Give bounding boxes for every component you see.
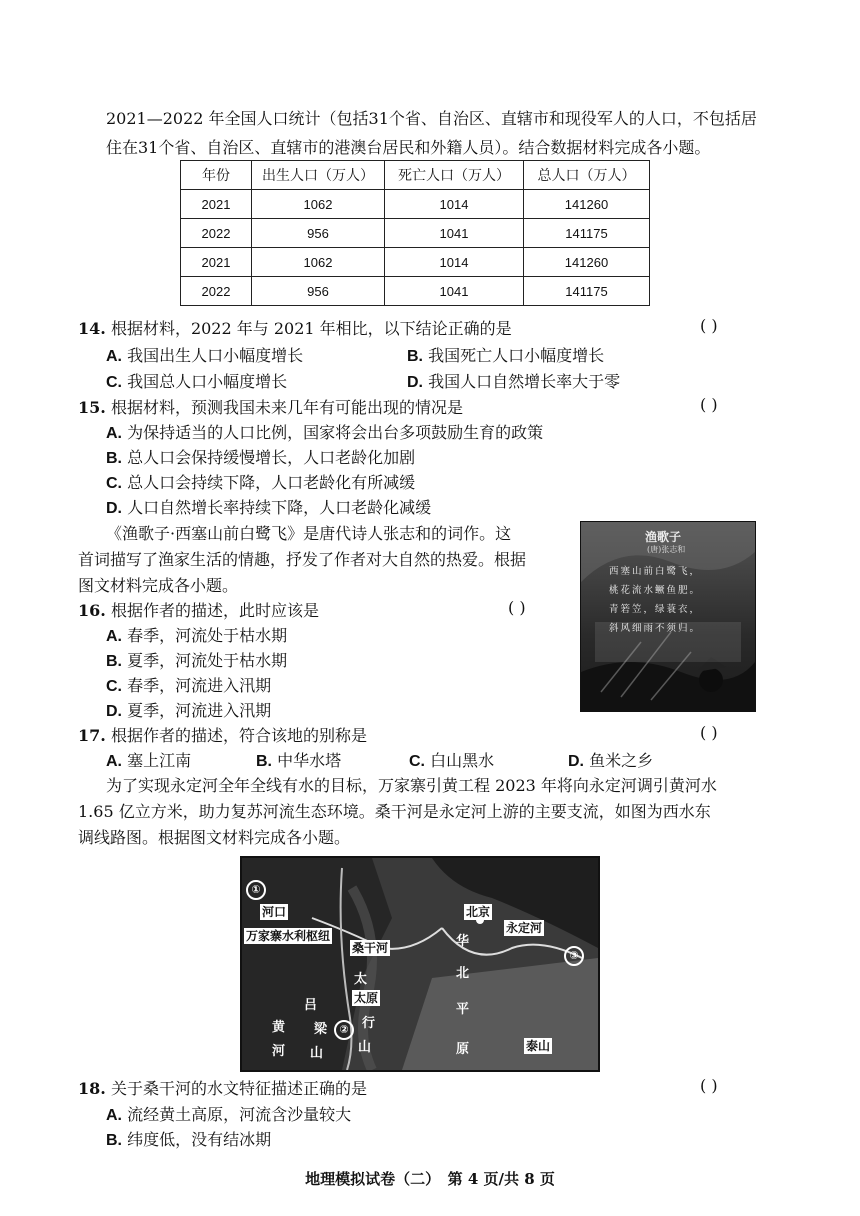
table-cell: 2021: [181, 248, 252, 277]
page-footer: 地理模拟试卷（二） 第 4 页/共 8 页: [305, 1170, 555, 1188]
table-row: [181, 277, 650, 306]
option-text: 鱼米之乡: [589, 751, 654, 770]
table-cell: 1041: [385, 277, 524, 306]
option-text: 人口自然增长率持续下降，人口老龄化减缓: [127, 498, 432, 517]
option-label: B.: [256, 753, 272, 770]
table-cell: 2022: [181, 277, 252, 306]
option-label: A.: [106, 628, 122, 645]
table-cell: 141175: [524, 277, 650, 306]
q14-option-b: [407, 343, 604, 366]
q18-option-a: [106, 1102, 351, 1125]
q15-answer-blank: ( ): [700, 395, 718, 414]
table-cell: 1041: [385, 219, 524, 248]
table-cell: 1014: [385, 190, 524, 219]
table-header-cell: 出生人口（万人）: [252, 161, 385, 190]
map-char: 华: [456, 934, 470, 949]
table-header-cell: 总人口（万人）: [524, 161, 650, 190]
map-label-sangganhe: 桑干河: [352, 941, 389, 955]
question-number: 16.: [78, 601, 106, 620]
question-stem: 关于桑干河的水文特征描述正确的是: [110, 1079, 367, 1098]
map-label-beijing: 北京: [466, 905, 491, 919]
question-number: 15.: [78, 398, 106, 417]
map-char: 太: [354, 972, 368, 987]
table-cell: 956: [252, 219, 385, 248]
poem-line: 西塞山前白鹭飞，: [609, 566, 702, 577]
q17-option-d: [568, 748, 653, 771]
option-label: C.: [106, 678, 122, 695]
map-label-hekou: 河口: [262, 905, 287, 919]
q15-option-b: [106, 445, 415, 468]
q14-answer-blank: ( ): [700, 316, 718, 335]
option-label: D.: [568, 753, 584, 770]
poem-card-text: [609, 562, 701, 638]
map-char: 原: [456, 1042, 470, 1057]
table-cell: 956: [252, 277, 385, 306]
table-cell: 1062: [252, 190, 385, 219]
question-stem: 根据材料，2022 年与 2021 年相比，以下结论正确的是: [110, 319, 512, 338]
map-marker-2: ②: [334, 1020, 354, 1040]
option-label: C.: [106, 475, 122, 492]
q18-answer-blank: ( ): [700, 1076, 718, 1095]
q16-option-b: [106, 648, 287, 671]
q15-option-a: [106, 420, 543, 443]
q14-option-d: [407, 369, 620, 392]
q16-option-d: [106, 698, 271, 721]
poem-line: 斜风细雨不须归。: [609, 623, 702, 634]
intro-population-text: 2021—2022 年全国人口统计（包括31个省、自治区、直辖市和现役军人的人口，不包括居住在31个省、自治区、直辖市的港澳台居民和外籍人员）。结合数据材料完成各小题。: [106, 109, 757, 157]
question-number: 17.: [78, 726, 106, 745]
q17-answer-blank: ( ): [700, 723, 718, 742]
table-cell: 1062: [252, 248, 385, 277]
question-stem: 根据作者的描述，此时应该是: [110, 601, 319, 620]
map-label-taiyuan: 太原: [354, 991, 379, 1005]
option-text: 春季，河流进入汛期: [127, 676, 272, 695]
option-label: D.: [407, 374, 423, 391]
map-char: 山: [358, 1040, 372, 1055]
q15-stem: [78, 395, 463, 418]
option-label: A.: [106, 425, 122, 442]
option-text: 夏季，河流进入汛期: [127, 701, 272, 720]
q17-option-b: [256, 748, 341, 771]
poem-line: 桃花流水鳜鱼肥。: [609, 585, 702, 596]
option-text: 塞上江南: [127, 751, 192, 770]
option-label: B.: [106, 653, 122, 670]
q17-option-a: [106, 748, 191, 771]
map-char: 山: [310, 1046, 324, 1061]
option-label: D.: [106, 703, 122, 720]
q16-option-c: [106, 673, 271, 696]
option-text: 总人口会保持缓慢增长，人口老龄化加剧: [127, 448, 416, 467]
option-text: 我国死亡人口小幅度增长: [428, 346, 605, 365]
table-header-cell: 死亡人口（万人）: [385, 161, 524, 190]
option-text: 为保持适当的人口比例，国家将会出台多项鼓励生育的政策: [127, 423, 544, 442]
option-text: 总人口会持续下降，人口老龄化有所减缓: [127, 473, 416, 492]
q14-option-c: [106, 369, 287, 392]
table-row: [181, 248, 650, 277]
q16-answer-blank: ( ): [508, 598, 526, 617]
option-label: C.: [409, 753, 425, 770]
table-cell: 141260: [524, 190, 650, 219]
option-text: 纬度低，没有结冰期: [127, 1130, 272, 1149]
q16-stem: [78, 598, 319, 621]
option-label: C.: [106, 374, 122, 391]
q15-option-d: [106, 495, 431, 518]
option-label: B.: [407, 348, 423, 365]
map-marker-1: ①: [246, 880, 266, 900]
q18-stem: [78, 1076, 367, 1099]
option-label: D.: [106, 500, 122, 517]
map-char: 梁: [314, 1022, 328, 1037]
option-label: B.: [106, 450, 122, 467]
river-intro-line-2: 1.65 亿立方米，助力复苏河流生态环境。桑干河是永定河上游的主要支流，如图为西水东: [78, 802, 711, 821]
table-cell: 1014: [385, 248, 524, 277]
map-char: 黄: [272, 1020, 286, 1035]
option-label: A.: [106, 753, 122, 770]
table-cell: 141260: [524, 248, 650, 277]
map-char: 北: [456, 966, 470, 981]
q18-option-b: [106, 1127, 271, 1150]
option-text: 白山黑水: [430, 751, 495, 770]
question-number: 14.: [78, 319, 106, 338]
option-label: A.: [106, 1107, 122, 1124]
q14-stem: [78, 316, 512, 339]
question-number: 18.: [78, 1079, 106, 1098]
q14-option-a: [106, 343, 303, 366]
water-diversion-map: [240, 856, 600, 1072]
q17-stem: [78, 723, 367, 746]
option-label: B.: [106, 1132, 122, 1149]
map-label-wanjiazhai: 万家寨水利枢纽: [246, 929, 331, 943]
q15-option-c: [106, 470, 415, 493]
question-stem: 根据作者的描述，符合该地的别称是: [110, 726, 367, 745]
map-char: 吕: [304, 998, 318, 1013]
poem-card-image: [580, 521, 756, 712]
option-text: 我国出生人口小幅度增长: [127, 346, 304, 365]
map-label-yongdinghe: 永定河: [506, 921, 543, 935]
river-intro-line-3: 调线路图。根据图文材料完成各小题。: [78, 828, 351, 847]
map-char: 平: [456, 1002, 470, 1017]
river-intro-line-1: 为了实现永定河全年全线有水的目标，万家寨引黄工程 2023 年将向永定河调引黄河水: [106, 776, 717, 795]
intro-population: [106, 104, 766, 162]
table-cell: 141175: [524, 219, 650, 248]
poem-intro-line-1: 《渔歌子·西塞山前白鹭飞》是唐代诗人张志和的词作。这: [106, 524, 512, 543]
q17-option-c: [409, 748, 494, 771]
option-text: 我国人口自然增长率大于零: [428, 372, 621, 391]
map-label-taishan: 泰山: [526, 1039, 551, 1053]
map-char: 行: [362, 1016, 376, 1031]
table-cell: 2022: [181, 219, 252, 248]
option-label: A.: [106, 348, 122, 365]
poem-card-author: (唐)张志和: [647, 545, 686, 554]
poem-card-title: 渔歌子: [645, 530, 682, 544]
option-text: 春季，河流处于枯水期: [127, 626, 288, 645]
option-text: 流经黄土高原，河流含沙量较大: [127, 1105, 352, 1124]
table-header-row: [181, 161, 650, 190]
question-stem: 根据材料，预测我国未来几年有可能出现的情况是: [110, 398, 463, 417]
poem-line: 青箬笠，绿蓑衣，: [609, 604, 702, 615]
poem-intro-line-2: 首词描写了渔家生活的情趣，抒发了作者对大自然的热爱。根据: [78, 550, 527, 569]
option-text: 我国总人口小幅度增长: [127, 372, 288, 391]
map-char: 河: [272, 1044, 286, 1059]
population-table: [180, 160, 650, 306]
option-text: 夏季，河流处于枯水期: [127, 651, 288, 670]
table-header-cell: 年份: [181, 161, 252, 190]
table-row: [181, 190, 650, 219]
q16-option-a: [106, 623, 287, 646]
option-text: 中华水塔: [277, 751, 342, 770]
table-row: [181, 219, 650, 248]
poem-intro-line-3: 图文材料完成各小题。: [78, 576, 239, 595]
table-cell: 2021: [181, 190, 252, 219]
map-marker-3: ③: [564, 946, 584, 966]
